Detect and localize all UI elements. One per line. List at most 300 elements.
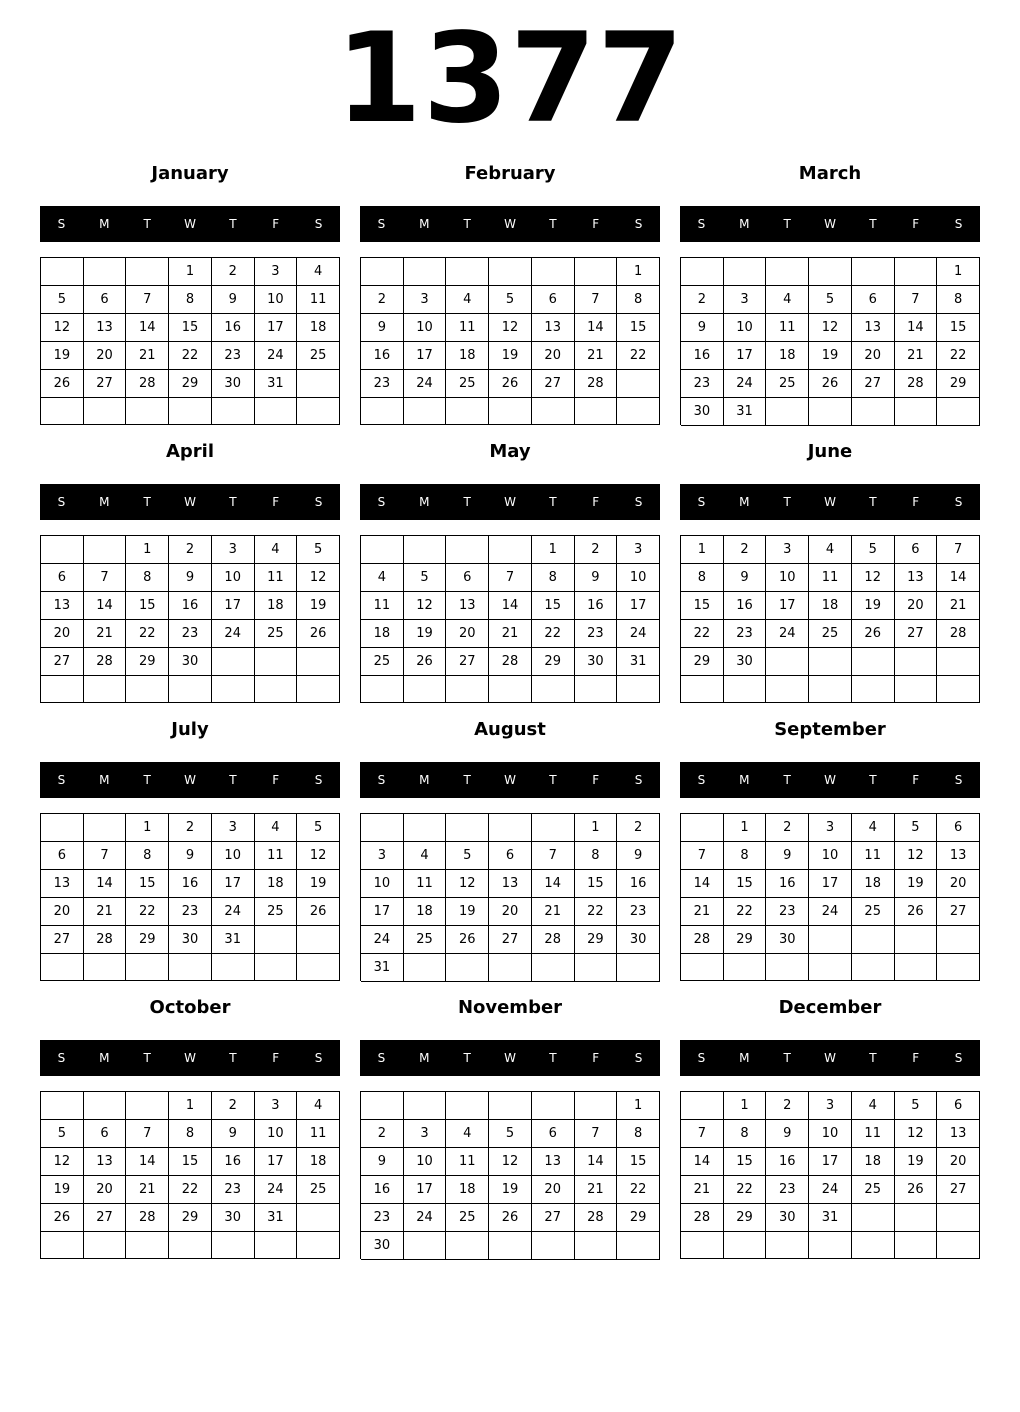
day-cell: 20 bbox=[41, 898, 84, 926]
day-cell: 27 bbox=[937, 898, 980, 926]
month-name: April bbox=[165, 441, 215, 462]
empty-cell bbox=[575, 1092, 618, 1120]
day-cell: 24 bbox=[361, 926, 404, 954]
day-cell: 24 bbox=[809, 1176, 852, 1204]
empty-cell bbox=[126, 676, 169, 703]
day-cell: 6 bbox=[84, 1120, 127, 1148]
weekday-label: W bbox=[184, 217, 196, 231]
weekday-label: S bbox=[377, 773, 386, 787]
day-cell: 17 bbox=[255, 1148, 298, 1176]
empty-cell bbox=[489, 536, 532, 564]
day-cell: 25 bbox=[852, 1176, 895, 1204]
day-cell: 9 bbox=[212, 286, 255, 314]
day-cell: 24 bbox=[212, 898, 255, 926]
day-cell: 12 bbox=[809, 314, 852, 342]
weekday-label: M bbox=[99, 773, 110, 787]
weekday-label: W bbox=[824, 217, 836, 231]
day-cell: 13 bbox=[532, 1148, 575, 1176]
day-cell: 30 bbox=[724, 648, 767, 676]
day-cell: 21 bbox=[84, 620, 127, 648]
empty-cell bbox=[169, 676, 212, 703]
month-name: May bbox=[489, 441, 531, 462]
day-cell: 12 bbox=[297, 564, 340, 592]
empty-cell bbox=[681, 1092, 724, 1120]
weekday-label: T bbox=[869, 217, 877, 231]
day-grid bbox=[680, 1091, 980, 1259]
day-cell: 7 bbox=[84, 564, 127, 592]
day-cell: 8 bbox=[724, 842, 767, 870]
day-cell: 2 bbox=[212, 258, 255, 286]
empty-cell bbox=[617, 954, 660, 982]
day-cell: 6 bbox=[446, 564, 489, 592]
day-cell: 14 bbox=[937, 564, 980, 592]
day-cell: 31 bbox=[617, 648, 660, 676]
empty-cell bbox=[84, 1092, 127, 1120]
day-cell: 23 bbox=[169, 898, 212, 926]
month-march bbox=[680, 159, 980, 429]
empty-cell bbox=[404, 1092, 447, 1120]
weekday-label: F bbox=[272, 1051, 280, 1065]
day-cell: 28 bbox=[126, 1204, 169, 1232]
day-cell: 6 bbox=[532, 1120, 575, 1148]
weekday-label: T bbox=[783, 217, 791, 231]
day-cell: 11 bbox=[852, 1120, 895, 1148]
day-cell: 7 bbox=[126, 286, 169, 314]
day-cell: 7 bbox=[532, 842, 575, 870]
day-cell: 14 bbox=[84, 870, 127, 898]
day-cell: 30 bbox=[766, 926, 809, 954]
weekday-label: M bbox=[419, 1051, 430, 1065]
empty-cell bbox=[446, 676, 489, 703]
day-cell: 27 bbox=[532, 370, 575, 398]
day-cell: 26 bbox=[489, 370, 532, 398]
empty-cell bbox=[297, 370, 340, 398]
day-cell: 25 bbox=[255, 898, 298, 926]
day-cell: 17 bbox=[212, 592, 255, 620]
day-cell: 10 bbox=[404, 314, 447, 342]
weekday-label: M bbox=[419, 217, 430, 231]
empty-cell bbox=[852, 954, 895, 981]
weekday-label: T bbox=[783, 495, 791, 509]
day-cell: 7 bbox=[126, 1120, 169, 1148]
day-cell: 28 bbox=[84, 926, 127, 954]
weekday-label: T bbox=[463, 1051, 471, 1065]
empty-cell bbox=[446, 1092, 489, 1120]
day-cell: 2 bbox=[361, 286, 404, 314]
day-cell: 13 bbox=[937, 1120, 980, 1148]
day-cell: 21 bbox=[532, 898, 575, 926]
day-cell: 24 bbox=[766, 620, 809, 648]
day-cell: 1 bbox=[532, 536, 575, 564]
day-cell: 5 bbox=[404, 564, 447, 592]
day-cell: 7 bbox=[84, 842, 127, 870]
day-cell: 27 bbox=[852, 370, 895, 398]
day-cell: 27 bbox=[41, 926, 84, 954]
weekday-label: W bbox=[504, 1051, 516, 1065]
day-cell: 6 bbox=[84, 286, 127, 314]
day-cell: 9 bbox=[617, 842, 660, 870]
day-cell: 1 bbox=[937, 258, 980, 286]
day-cell: 19 bbox=[489, 1176, 532, 1204]
month-december bbox=[680, 993, 980, 1263]
weekday-label: T bbox=[783, 773, 791, 787]
day-cell: 4 bbox=[297, 1092, 340, 1120]
month-july bbox=[40, 715, 340, 985]
weekday-label: W bbox=[824, 495, 836, 509]
day-cell: 8 bbox=[169, 286, 212, 314]
day-cell: 12 bbox=[404, 592, 447, 620]
day-cell: 8 bbox=[937, 286, 980, 314]
day-cell: 14 bbox=[126, 314, 169, 342]
day-cell: 16 bbox=[724, 592, 767, 620]
weekday-label: S bbox=[634, 773, 643, 787]
day-cell: 28 bbox=[681, 926, 724, 954]
day-cell: 27 bbox=[84, 370, 127, 398]
month-name: February bbox=[464, 163, 556, 184]
day-cell: 24 bbox=[255, 342, 298, 370]
empty-cell bbox=[446, 814, 489, 842]
day-cell: 23 bbox=[766, 1176, 809, 1204]
day-cell: 16 bbox=[575, 592, 618, 620]
weekday-label: S bbox=[697, 773, 706, 787]
day-cell: 6 bbox=[41, 842, 84, 870]
empty-cell bbox=[41, 536, 84, 564]
weekday-label: W bbox=[184, 495, 196, 509]
day-cell: 26 bbox=[809, 370, 852, 398]
day-cell: 25 bbox=[255, 620, 298, 648]
day-cell: 26 bbox=[404, 648, 447, 676]
empty-cell bbox=[681, 258, 724, 286]
weekday-label: T bbox=[549, 773, 557, 787]
empty-cell bbox=[297, 954, 340, 981]
empty-cell bbox=[212, 676, 255, 703]
day-cell: 12 bbox=[41, 314, 84, 342]
day-cell: 1 bbox=[575, 814, 618, 842]
weekday-header bbox=[360, 484, 660, 520]
empty-cell bbox=[532, 1232, 575, 1260]
empty-cell bbox=[852, 648, 895, 676]
day-cell: 21 bbox=[575, 342, 618, 370]
day-cell: 3 bbox=[404, 1120, 447, 1148]
day-cell: 14 bbox=[575, 314, 618, 342]
day-cell: 14 bbox=[532, 870, 575, 898]
weekday-label: F bbox=[592, 1051, 600, 1065]
empty-cell bbox=[404, 1232, 447, 1260]
empty-cell bbox=[41, 954, 84, 981]
day-cell: 13 bbox=[937, 842, 980, 870]
empty-cell bbox=[809, 1232, 852, 1259]
day-cell: 21 bbox=[895, 342, 938, 370]
day-cell: 9 bbox=[766, 1120, 809, 1148]
weekday-label: T bbox=[549, 217, 557, 231]
day-cell: 29 bbox=[724, 1204, 767, 1232]
day-cell: 20 bbox=[895, 592, 938, 620]
day-cell: 27 bbox=[84, 1204, 127, 1232]
day-cell: 8 bbox=[126, 564, 169, 592]
empty-cell bbox=[724, 954, 767, 981]
weekday-label: T bbox=[229, 217, 237, 231]
empty-cell bbox=[361, 536, 404, 564]
empty-cell bbox=[489, 1092, 532, 1120]
day-cell: 18 bbox=[446, 342, 489, 370]
day-cell: 8 bbox=[532, 564, 575, 592]
day-cell: 13 bbox=[446, 592, 489, 620]
day-cell: 18 bbox=[852, 1148, 895, 1176]
day-cell: 10 bbox=[361, 870, 404, 898]
empty-cell bbox=[84, 258, 127, 286]
day-cell: 18 bbox=[809, 592, 852, 620]
day-cell: 13 bbox=[84, 314, 127, 342]
month-name: December bbox=[778, 997, 882, 1018]
empty-cell bbox=[852, 398, 895, 426]
day-cell: 10 bbox=[255, 1120, 298, 1148]
empty-cell bbox=[126, 1232, 169, 1259]
day-cell: 29 bbox=[532, 648, 575, 676]
empty-cell bbox=[169, 1232, 212, 1259]
empty-cell bbox=[404, 954, 447, 982]
weekday-label: S bbox=[697, 217, 706, 231]
weekday-label: T bbox=[869, 1051, 877, 1065]
day-cell: 28 bbox=[895, 370, 938, 398]
empty-cell bbox=[617, 676, 660, 703]
day-cell: 21 bbox=[489, 620, 532, 648]
day-cell: 10 bbox=[617, 564, 660, 592]
day-cell: 23 bbox=[361, 370, 404, 398]
empty-cell bbox=[766, 258, 809, 286]
empty-cell bbox=[126, 258, 169, 286]
day-cell: 23 bbox=[169, 620, 212, 648]
empty-cell bbox=[446, 258, 489, 286]
day-cell: 26 bbox=[297, 898, 340, 926]
month-may bbox=[360, 437, 660, 707]
empty-cell bbox=[895, 258, 938, 286]
weekday-header bbox=[40, 206, 340, 242]
empty-cell bbox=[212, 1232, 255, 1259]
day-cell: 4 bbox=[446, 1120, 489, 1148]
day-cell: 25 bbox=[297, 1176, 340, 1204]
day-grid bbox=[680, 813, 980, 981]
month-september bbox=[680, 715, 980, 985]
day-cell: 22 bbox=[532, 620, 575, 648]
day-cell: 2 bbox=[681, 286, 724, 314]
day-cell: 17 bbox=[766, 592, 809, 620]
empty-cell bbox=[446, 398, 489, 425]
empty-cell bbox=[489, 258, 532, 286]
day-cell: 25 bbox=[446, 1204, 489, 1232]
day-grid bbox=[360, 813, 660, 981]
day-cell: 15 bbox=[126, 592, 169, 620]
day-cell: 20 bbox=[84, 1176, 127, 1204]
day-cell: 16 bbox=[766, 870, 809, 898]
empty-cell bbox=[126, 1092, 169, 1120]
month-february bbox=[360, 159, 660, 429]
weekday-label: F bbox=[912, 495, 920, 509]
day-cell: 3 bbox=[255, 1092, 298, 1120]
weekday-label: S bbox=[634, 495, 643, 509]
day-cell: 16 bbox=[681, 342, 724, 370]
day-cell: 9 bbox=[169, 842, 212, 870]
empty-cell bbox=[532, 398, 575, 425]
empty-cell bbox=[575, 676, 618, 703]
day-cell: 29 bbox=[169, 370, 212, 398]
day-cell: 5 bbox=[809, 286, 852, 314]
weekday-label: S bbox=[314, 495, 323, 509]
weekday-header bbox=[680, 1040, 980, 1076]
weekday-label: S bbox=[314, 217, 323, 231]
day-cell: 8 bbox=[126, 842, 169, 870]
day-cell: 21 bbox=[937, 592, 980, 620]
day-cell: 17 bbox=[404, 342, 447, 370]
day-cell: 6 bbox=[41, 564, 84, 592]
empty-cell bbox=[41, 814, 84, 842]
empty-cell bbox=[852, 258, 895, 286]
day-grid bbox=[680, 257, 980, 425]
day-cell: 27 bbox=[489, 926, 532, 954]
day-cell: 16 bbox=[169, 870, 212, 898]
day-cell: 23 bbox=[617, 898, 660, 926]
day-cell: 1 bbox=[169, 1092, 212, 1120]
day-cell: 3 bbox=[766, 536, 809, 564]
day-cell: 29 bbox=[575, 926, 618, 954]
day-cell: 12 bbox=[895, 1120, 938, 1148]
day-cell: 1 bbox=[126, 814, 169, 842]
day-grid bbox=[360, 1091, 660, 1259]
day-cell: 20 bbox=[41, 620, 84, 648]
weekday-label: S bbox=[697, 495, 706, 509]
day-cell: 30 bbox=[169, 926, 212, 954]
day-cell: 31 bbox=[724, 398, 767, 426]
day-cell: 31 bbox=[255, 370, 298, 398]
day-cell: 30 bbox=[361, 1232, 404, 1260]
empty-cell bbox=[937, 954, 980, 981]
empty-cell bbox=[617, 370, 660, 398]
day-cell: 4 bbox=[766, 286, 809, 314]
weekday-label: W bbox=[504, 495, 516, 509]
day-cell: 18 bbox=[297, 1148, 340, 1176]
day-cell: 8 bbox=[724, 1120, 767, 1148]
empty-cell bbox=[809, 398, 852, 426]
empty-cell bbox=[532, 258, 575, 286]
day-cell: 29 bbox=[126, 926, 169, 954]
day-cell: 5 bbox=[41, 1120, 84, 1148]
weekday-label: M bbox=[739, 773, 750, 787]
empty-cell bbox=[617, 1232, 660, 1260]
weekday-label: T bbox=[143, 773, 151, 787]
weekday-label: T bbox=[143, 217, 151, 231]
weekday-label: T bbox=[143, 1051, 151, 1065]
day-cell: 28 bbox=[681, 1204, 724, 1232]
day-cell: 30 bbox=[169, 648, 212, 676]
day-cell: 19 bbox=[404, 620, 447, 648]
day-cell: 18 bbox=[404, 898, 447, 926]
empty-cell bbox=[532, 814, 575, 842]
day-cell: 2 bbox=[575, 536, 618, 564]
day-cell: 5 bbox=[41, 286, 84, 314]
day-cell: 24 bbox=[617, 620, 660, 648]
day-cell: 7 bbox=[681, 1120, 724, 1148]
weekday-header bbox=[40, 484, 340, 520]
empty-cell bbox=[489, 676, 532, 703]
weekday-label: S bbox=[634, 1051, 643, 1065]
day-cell: 4 bbox=[255, 536, 298, 564]
empty-cell bbox=[724, 676, 767, 703]
day-cell: 30 bbox=[766, 1204, 809, 1232]
day-cell: 8 bbox=[681, 564, 724, 592]
empty-cell bbox=[532, 676, 575, 703]
empty-cell bbox=[297, 1232, 340, 1259]
empty-cell bbox=[489, 398, 532, 425]
month-name: March bbox=[798, 163, 862, 184]
month-april bbox=[40, 437, 340, 707]
day-cell: 15 bbox=[724, 870, 767, 898]
month-name: January bbox=[151, 163, 229, 184]
day-cell: 4 bbox=[852, 814, 895, 842]
day-cell: 18 bbox=[297, 314, 340, 342]
weekday-header bbox=[680, 762, 980, 798]
day-cell: 19 bbox=[895, 1148, 938, 1176]
empty-cell bbox=[895, 398, 938, 426]
day-cell: 19 bbox=[41, 1176, 84, 1204]
empty-cell bbox=[84, 954, 127, 981]
day-cell: 25 bbox=[852, 898, 895, 926]
weekday-label: S bbox=[57, 495, 66, 509]
day-cell: 11 bbox=[361, 592, 404, 620]
empty-cell bbox=[895, 676, 938, 703]
day-cell: 15 bbox=[126, 870, 169, 898]
day-cell: 3 bbox=[404, 286, 447, 314]
day-cell: 13 bbox=[852, 314, 895, 342]
empty-cell bbox=[41, 1232, 84, 1259]
day-cell: 5 bbox=[489, 286, 532, 314]
day-cell: 1 bbox=[169, 258, 212, 286]
day-cell: 28 bbox=[489, 648, 532, 676]
day-cell: 21 bbox=[681, 1176, 724, 1204]
day-cell: 11 bbox=[446, 1148, 489, 1176]
weekday-label: W bbox=[504, 773, 516, 787]
day-cell: 8 bbox=[575, 842, 618, 870]
empty-cell bbox=[489, 1232, 532, 1260]
day-cell: 2 bbox=[724, 536, 767, 564]
day-cell: 29 bbox=[937, 370, 980, 398]
day-cell: 9 bbox=[724, 564, 767, 592]
day-cell: 4 bbox=[297, 258, 340, 286]
day-cell: 21 bbox=[126, 342, 169, 370]
day-cell: 6 bbox=[937, 1092, 980, 1120]
empty-cell bbox=[361, 814, 404, 842]
weekday-label: S bbox=[954, 495, 963, 509]
weekday-label: T bbox=[463, 217, 471, 231]
day-cell: 23 bbox=[766, 898, 809, 926]
day-cell: 4 bbox=[809, 536, 852, 564]
day-cell: 19 bbox=[489, 342, 532, 370]
day-cell: 19 bbox=[895, 870, 938, 898]
day-cell: 16 bbox=[212, 1148, 255, 1176]
month-name: July bbox=[171, 719, 209, 740]
day-cell: 7 bbox=[681, 842, 724, 870]
day-cell: 9 bbox=[575, 564, 618, 592]
day-cell: 17 bbox=[212, 870, 255, 898]
weekday-label: S bbox=[57, 1051, 66, 1065]
day-cell: 13 bbox=[41, 870, 84, 898]
day-cell: 26 bbox=[297, 620, 340, 648]
weekday-label: T bbox=[549, 1051, 557, 1065]
day-cell: 28 bbox=[126, 370, 169, 398]
empty-cell bbox=[617, 398, 660, 425]
day-cell: 26 bbox=[895, 898, 938, 926]
day-cell: 18 bbox=[255, 870, 298, 898]
day-cell: 25 bbox=[297, 342, 340, 370]
weekday-label: M bbox=[99, 495, 110, 509]
